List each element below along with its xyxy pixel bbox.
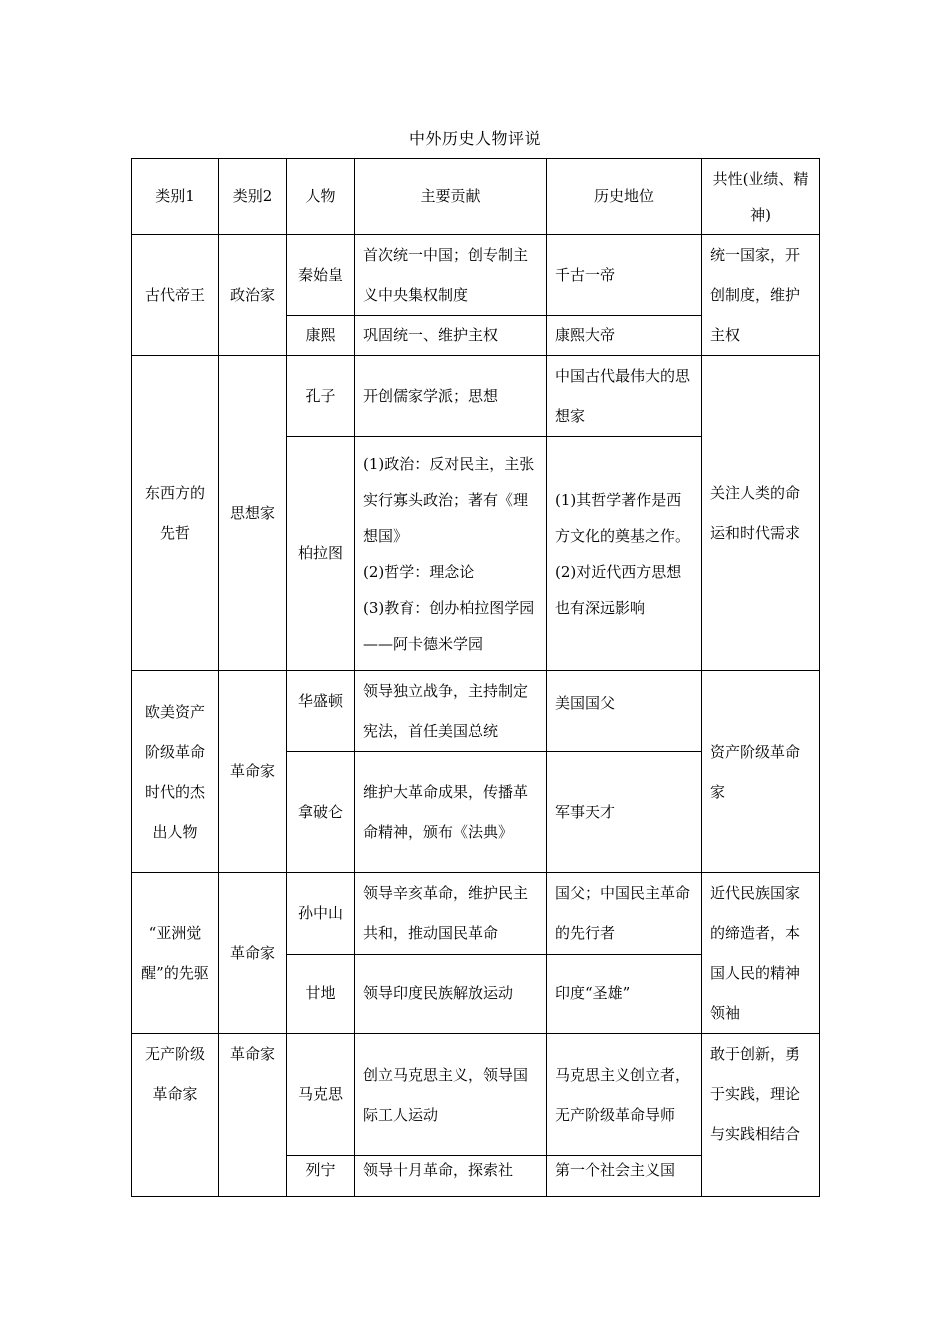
contribution-line: (1)政治：反对民主，主张实行寡头政治；著有《理想国》: [363, 454, 535, 545]
contribution-cell: 巩固统一、维护主权: [355, 316, 547, 356]
status-line: (1)其哲学著作是西方文化的奠基之作。: [555, 490, 691, 545]
common-cell: 敢于创新，勇于实践，理论与实践相结合: [702, 1034, 820, 1197]
table-row: [132, 235, 820, 316]
cat1-cell: 欧美资产阶级革命时代的杰出人物: [132, 671, 219, 873]
header-cat1: 类别1: [132, 159, 219, 235]
header-cat2: 类别2: [219, 159, 287, 235]
table-row: [132, 356, 820, 437]
status-cell: [547, 437, 702, 671]
cat1-cell: 无产阶级革命家: [132, 1034, 219, 1197]
cat2-cell: 革命家: [219, 671, 287, 873]
status-cell: 美国国父: [547, 671, 702, 752]
person-cell: 秦始皇: [287, 235, 355, 316]
contribution-cell: 维护大革命成果，传播革命精神，颁布《法典》: [355, 752, 547, 873]
contribution-cell: 领导独立战争，主持制定宪法，首任美国总统: [355, 671, 547, 752]
page-title: 中外历史人物评说: [408, 129, 541, 148]
cat2-cell: 革命家: [219, 873, 287, 1034]
table-row: [132, 1034, 820, 1156]
status-cell: 军事天才: [547, 752, 702, 873]
status-cell: 千古一帝: [547, 235, 702, 316]
contribution-cell: 创立马克思主义，领导国际工人运动: [355, 1034, 547, 1156]
person-cell: 孔子: [287, 356, 355, 437]
status-cell: 马克思主义创立者，无产阶级革命导师: [547, 1034, 702, 1156]
person-cell: 柏拉图: [287, 437, 355, 671]
contribution-cell: [355, 437, 547, 671]
contribution-cell: 领导印度民族解放运动: [355, 954, 547, 1034]
contribution-cell: 开创儒家学派；思想: [355, 356, 547, 437]
contribution-cell: 领导辛亥革命，维护民主共和，推动国民革命: [355, 873, 547, 955]
common-cell: 统一国家，开创制度，维护主权: [702, 235, 820, 356]
common-cell: 资产阶级革命家: [702, 671, 820, 873]
cat1-cell: 东西方的先哲: [132, 356, 219, 671]
status-line: (2)对近代西方思想也有深远影响: [555, 562, 682, 617]
contribution-cell: 领导十月革命，探索社: [355, 1156, 547, 1197]
cat2-cell: 政治家: [219, 235, 287, 356]
cat2-cell: 革命家: [219, 1034, 287, 1197]
cat2-cell: 思想家: [219, 356, 287, 671]
person-cell: 马克思: [287, 1034, 355, 1156]
person-cell: 康熙: [287, 316, 355, 356]
contribution-line: (2)哲学：理念论: [363, 562, 475, 581]
status-cell: 印度“圣雄”: [547, 954, 702, 1034]
status-cell: 第一个社会主义国: [547, 1156, 702, 1197]
cat1-cell: “亚洲觉醒”的先驱: [132, 873, 219, 1034]
common-cell: 关注人类的命运和时代需求: [702, 356, 820, 671]
table-row: [132, 671, 820, 752]
cat1-cell: 古代帝王: [132, 235, 219, 356]
header-person: 人物: [287, 159, 355, 235]
header-row: [132, 159, 820, 235]
header-contribution: 主要贡献: [355, 159, 547, 235]
contribution-cell: 首次统一中国；创专制主义中央集权制度: [355, 235, 547, 316]
common-cell: 近代民族国家的缔造者，本国人民的精神领袖: [702, 873, 820, 1034]
contribution-line: (3)教育：创办柏拉图学园——阿卡德米学园: [363, 598, 535, 653]
header-status: 历史地位: [547, 159, 702, 235]
status-cell: 康熙大帝: [547, 316, 702, 356]
status-cell: 国父；中国民主革命的先行者: [547, 873, 702, 955]
header-common: 共性(业绩、精神): [702, 159, 820, 235]
person-cell: 华盛顿: [287, 671, 355, 752]
person-cell: 孙中山: [287, 873, 355, 955]
history-figures-table: [131, 158, 820, 1197]
status-cell: 中国古代最伟大的思想家: [547, 356, 702, 437]
person-cell: 甘地: [287, 954, 355, 1034]
person-cell: 拿破仑: [287, 752, 355, 873]
table-row: [132, 873, 820, 955]
person-cell: 列宁: [287, 1156, 355, 1197]
